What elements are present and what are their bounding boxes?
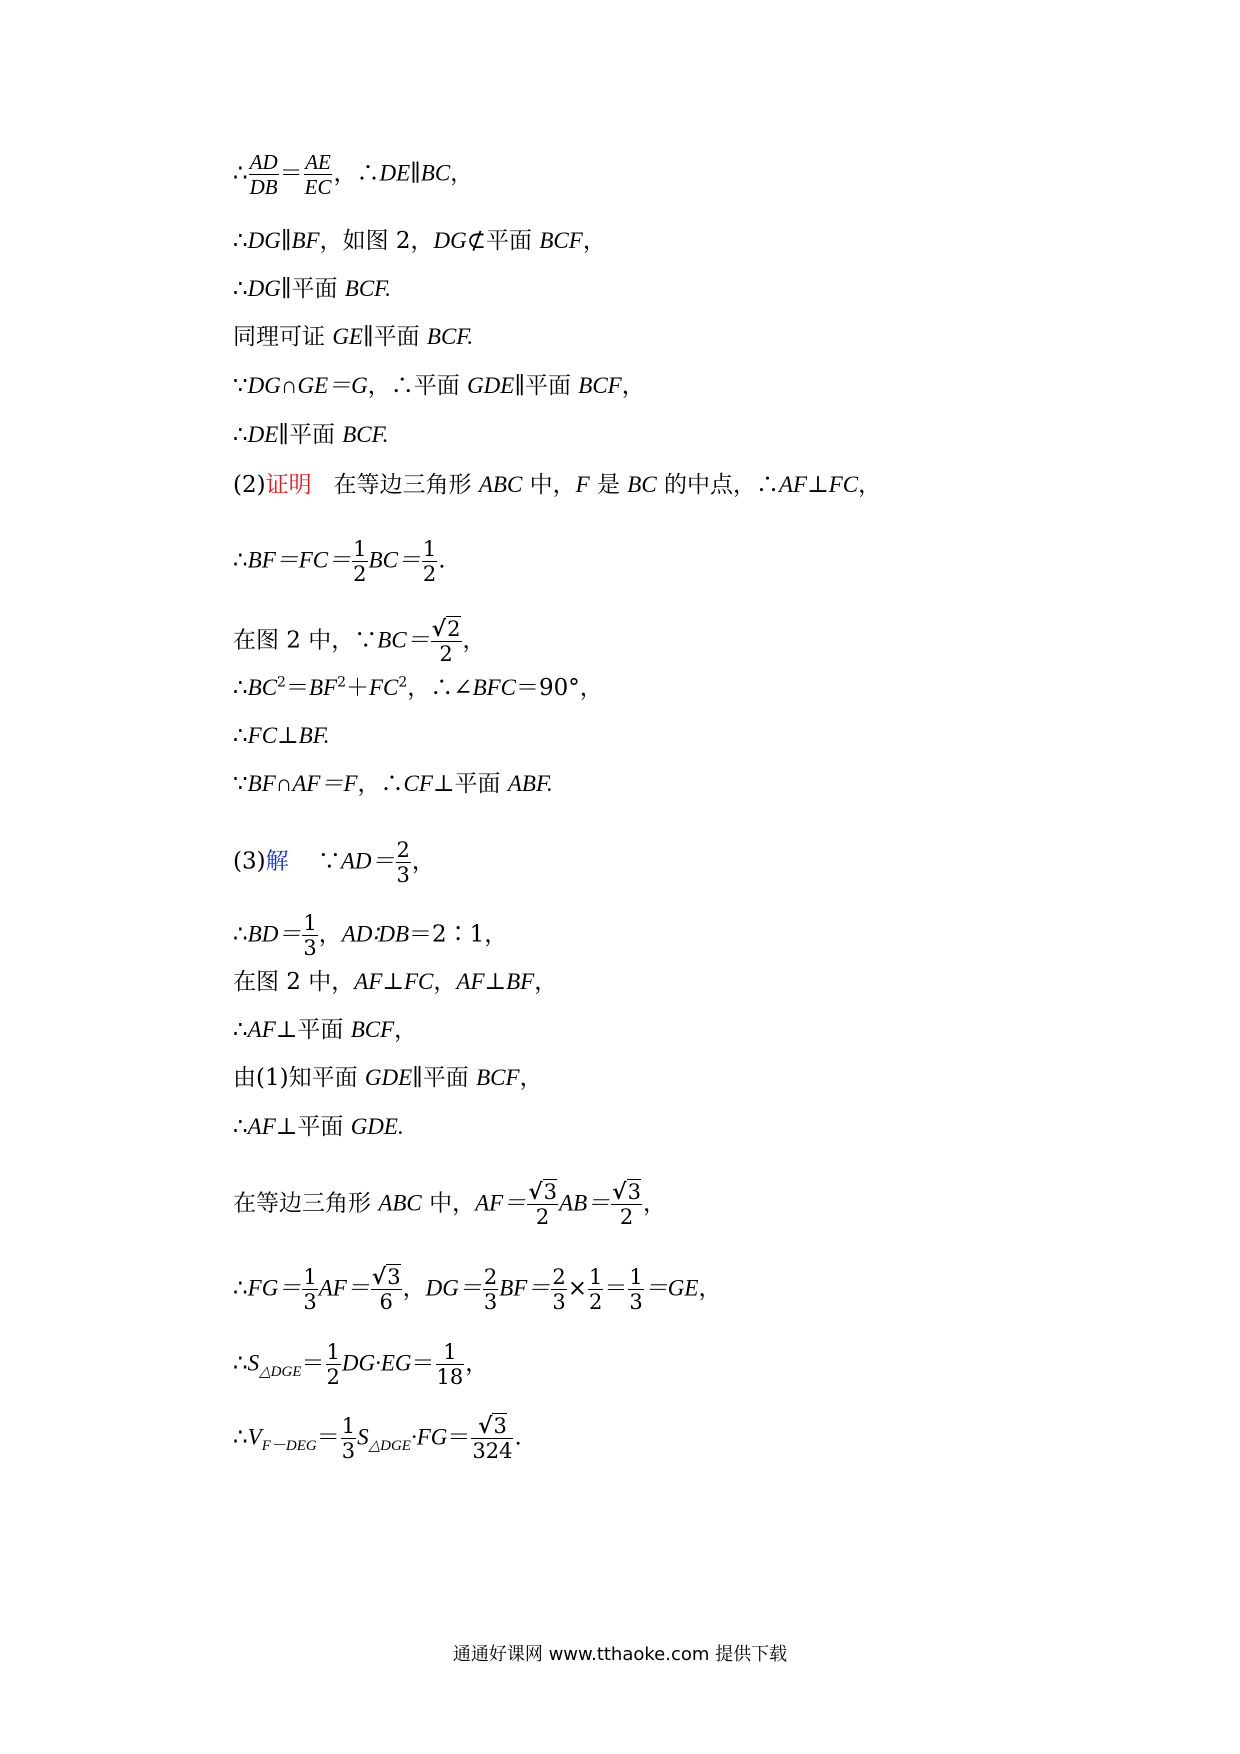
- line-19: 在等边三角形 ABC 中，AF＝ $\frac{√3}{2}$ AB＝ $\frac{√3}{2}$ ，: [233, 1179, 666, 1229]
- line-18: ∴AF⊥平面 GDE.: [233, 1114, 404, 1140]
- line-14: ∴BD＝ $\frac{1}{3}$ ，AD∶DB＝2∶1，: [233, 911, 508, 960]
- line-2: ∴DG∥BF，如图 2，DG⊄平面 BCF，: [233, 228, 606, 254]
- fraction: $\frac{2}{3}$: [396, 838, 410, 887]
- fraction: $\frac{1}{18}$: [436, 1340, 464, 1389]
- line-16: ∴AF⊥平面 BCF，: [233, 1017, 418, 1043]
- line-17: 由(1)知平面 GDE∥平面 BCF，: [233, 1065, 543, 1091]
- fraction: $\frac{1}{3}$: [303, 1265, 317, 1314]
- fraction: $\frac{√3}{2}$: [612, 1179, 641, 1229]
- line-15: 在图 2 中，AF⊥FC，AF⊥BF，: [233, 969, 558, 995]
- fraction: $\frac{1}{3}$: [341, 1414, 356, 1463]
- line-8: ∴BF＝FC＝ $\frac{1}{2}$ BC＝ $\frac{1}{2}$ .: [233, 537, 446, 586]
- line-1: ∴ $\frac{AD}{DB}$ ＝ $\frac{AE}{EC}$ ，∴DE∥BC，: [233, 150, 474, 199]
- fraction: $\frac{2}{3}$: [552, 1265, 566, 1314]
- line-9: 在图 2 中，∵BC＝ $\frac{√2}{2}$ ，: [233, 616, 486, 666]
- line-5: ∵DG∩GE＝G，∴平面 GDE∥平面 BCF，: [233, 373, 645, 399]
- fraction: $\frac{1}{3}$: [629, 1265, 643, 1314]
- proof-label: 证明: [265, 472, 312, 498]
- fraction: $\frac{√3}{6}$: [371, 1264, 401, 1314]
- fraction: $\frac{√3}{2}$: [528, 1179, 558, 1229]
- fraction: $\frac{1}{3}$: [303, 911, 317, 960]
- fraction: $\frac{√2}{2}$: [431, 616, 461, 666]
- fraction: $\frac{1}{2}$: [589, 1265, 603, 1314]
- therefore: ∴: [233, 160, 248, 187]
- fraction: $\frac{AE}{EC}$: [304, 150, 332, 199]
- fraction: $\frac{√3}{324}$: [472, 1413, 513, 1463]
- line-7: (2)证明 在等边三角形 ABC 中，F 是 BC 的中点，∴AF⊥FC，: [233, 472, 882, 498]
- page-footer: 通通好课网 www.tthaoke.com 提供下载: [452, 1644, 788, 1665]
- fraction: $\frac{1}{2}$: [353, 537, 367, 586]
- solution-label: 解: [265, 848, 289, 875]
- line-10: $\therefore BC^2=BF^2+FC^2$，∴∠BFC＝90°，: [233, 674, 603, 701]
- line-20: ∴FG＝ $\frac{1}{3}$ AF＝ $\frac{√3}{6}$ ，DG＝ $\frac{2}{3}$ BF＝ $\frac{2}{3}$ × $\frac{1}{2}$ ＝ $\frac{1}{3}$ ＝GE，: [233, 1264, 722, 1314]
- line-4: 同理可证 GE∥平面 BCF.: [233, 324, 474, 350]
- line-12: ∵BF∩AF＝F，∴CF⊥平面 ABF.: [233, 771, 553, 797]
- line-21: $\therefore S_{\triangle DGE}=$ $\frac{1}{2}$ DG·EG＝ $\frac{1}{18}$ ，: [233, 1340, 489, 1389]
- line-6: ∴DE∥平面 BCF.: [233, 422, 389, 448]
- fraction: $\frac{1}{2}$: [326, 1340, 340, 1389]
- fraction: $\frac{AD}{DB}$: [249, 150, 278, 199]
- line-13: (3)解 ∵AD＝ $\frac{2}{3}$ ，: [233, 838, 435, 887]
- fraction: $\frac{2}{3}$: [483, 1265, 498, 1314]
- fraction: $\frac{1}{2}$: [422, 537, 437, 586]
- line-11: ∴FC⊥BF.: [233, 723, 330, 749]
- line-3: ∴DG∥平面 BCF.: [233, 276, 392, 302]
- line-22: $\therefore V_{F-DEG}=$ $\frac{1}{3}$ $S_{\triangle DGE}\cdot FG=$ $\frac{√3}{324}$ .: [233, 1413, 522, 1463]
